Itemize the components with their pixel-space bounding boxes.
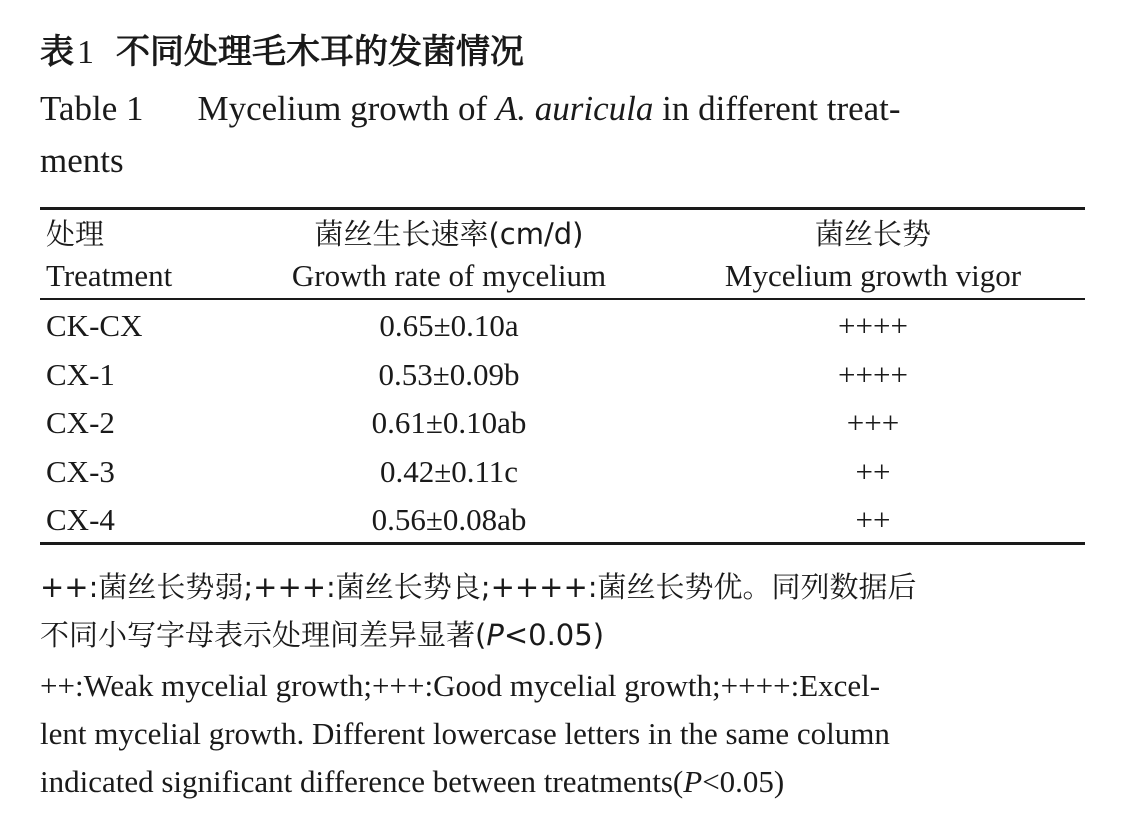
table-header-rule bbox=[40, 298, 1085, 300]
footnote-en-line1: ++:Weak mycelial growth;+++:Good mycelial growth;++++:Excel- bbox=[40, 668, 881, 703]
row-rate: 0.53±0.09b bbox=[378, 357, 520, 392]
row-rate: 0.42±0.11c bbox=[379, 454, 519, 489]
footnote-chinese bbox=[40, 563, 1084, 659]
footnote-zh-p: P bbox=[486, 618, 504, 652]
footnote-english bbox=[40, 662, 1084, 806]
row-rate: 0.61±0.10ab bbox=[371, 405, 527, 440]
header-rate-en: Growth rate of mycelium bbox=[291, 258, 607, 293]
footnote-zh-line1: ++:菌丝长势弱;+++:菌丝长势良;++++:菌丝长势优。同列数据后 bbox=[40, 570, 917, 604]
row-treatment: CX-3 bbox=[46, 454, 115, 489]
row-vigor: +++ bbox=[846, 405, 900, 440]
row-vigor: ++++ bbox=[838, 357, 908, 392]
table-bottom-rule bbox=[40, 542, 1085, 545]
footnote-zh-line2-post: <0.05) bbox=[503, 618, 605, 652]
header-vigor-zh: 菌丝长势 bbox=[814, 217, 931, 251]
table-title-english bbox=[40, 83, 1084, 187]
table-number-zh: 1 bbox=[77, 34, 94, 71]
row-treatment: CX-1 bbox=[46, 357, 115, 392]
footnote-en-p: P bbox=[683, 764, 703, 799]
row-rate: 0.56±0.08ab bbox=[371, 502, 527, 537]
table-title-zh-text: 不同处理毛木耳的发菌情况 bbox=[116, 32, 524, 72]
header-vigor-en: Mycelium growth vigor bbox=[724, 258, 1022, 293]
row-treatment: CX-4 bbox=[46, 502, 115, 537]
table-top-rule bbox=[40, 207, 1085, 210]
title-en-pre: Mycelium growth of bbox=[197, 89, 496, 128]
header-treatment-zh: 处理 bbox=[46, 217, 105, 251]
footnote-zh-line2-pre: 不同小写字母表示处理间差异显著( bbox=[40, 618, 487, 652]
species-name: A. auricula bbox=[495, 89, 654, 128]
row-treatment: CX-2 bbox=[46, 405, 115, 440]
table-label-en: Table 1 bbox=[40, 89, 144, 128]
footnote-en-line3-post: <0.05) bbox=[702, 764, 785, 799]
row-vigor: ++ bbox=[855, 502, 891, 537]
row-rate: 0.65±0.10a bbox=[379, 308, 519, 343]
footnote-en-line2: lent mycelial growth. Different lowercase letters in the same column bbox=[40, 716, 890, 751]
footnote-en-line3-pre: indicated significant difference between treatments( bbox=[40, 764, 684, 799]
header-treatment-en: Treatment bbox=[46, 258, 173, 293]
table-label-zh: 表 bbox=[40, 32, 74, 72]
row-vigor: ++++ bbox=[838, 308, 908, 343]
header-rate-zh: 菌丝生长速率(cm/d) bbox=[314, 217, 584, 251]
title-en-post-line1: in different treat- bbox=[653, 89, 901, 128]
row-treatment: CK-CX bbox=[46, 308, 143, 343]
table-title-chinese bbox=[40, 28, 524, 77]
row-vigor: ++ bbox=[855, 454, 891, 489]
title-en-post-line2: ments bbox=[40, 141, 124, 180]
